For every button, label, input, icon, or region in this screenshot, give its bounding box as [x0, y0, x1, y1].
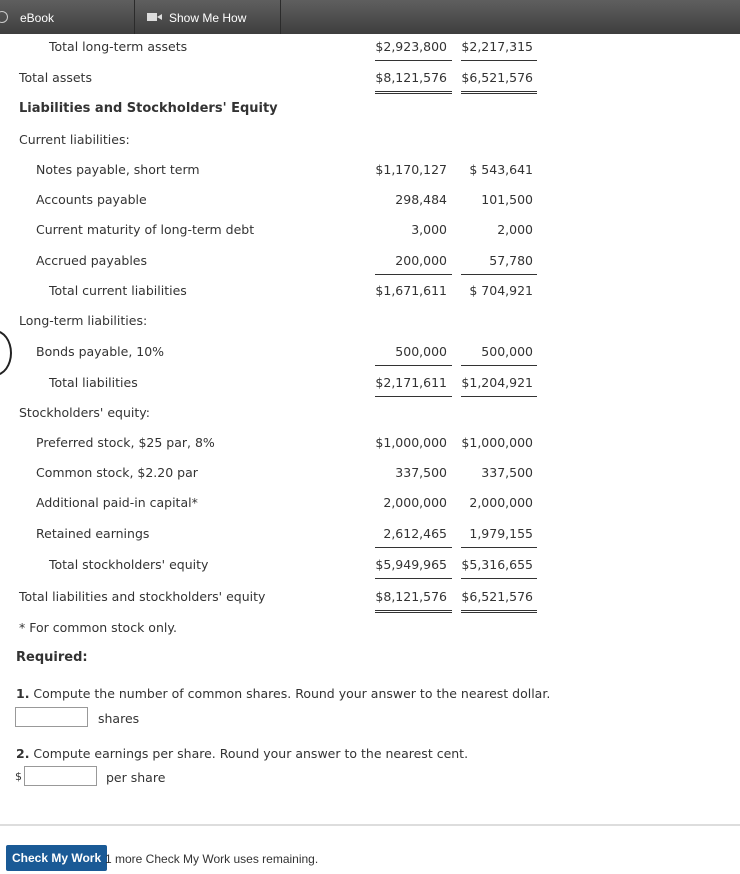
remaining-uses-text: 1 more Check My Work uses remaining.: [105, 852, 319, 866]
value-col-2: $ 543,641: [469, 162, 533, 177]
value-col-2: $6,521,576: [461, 70, 533, 85]
row-retained-earnings: [0, 526, 740, 546]
value-col-1: 337,500: [395, 465, 447, 480]
underline: [461, 547, 537, 548]
subheading-stockholders-equity: [0, 405, 740, 425]
section-title: Liabilities and Stockholders' Equity: [19, 101, 278, 116]
value-col-1: 200,000: [395, 253, 447, 268]
section-heading: [0, 101, 740, 121]
eps-input[interactable]: [24, 766, 97, 786]
value-col-2: $ 704,921: [469, 283, 533, 298]
underline: [461, 396, 537, 397]
value-col-1: $1,170,127: [375, 162, 447, 177]
row-common-stock: [0, 465, 740, 485]
underline: [461, 60, 537, 61]
underline: [461, 274, 537, 275]
common-shares-input[interactable]: [15, 707, 88, 727]
value-col-2: 337,500: [481, 465, 533, 480]
question-1-text: Compute the number of common shares. Round your answer to the nearest dollar.: [29, 686, 551, 701]
underline: [375, 578, 452, 579]
question-2-text: Compute earnings per share. Round your answer to the nearest cent.: [29, 746, 469, 761]
row-label: Total current liabilities: [49, 283, 187, 298]
subheading-long-term-liabilities: [0, 313, 740, 333]
value-col-2: 500,000: [481, 344, 533, 359]
row-total-liabilities-and-equity: [0, 589, 740, 609]
double-underline: [461, 610, 537, 613]
row-accounts-payable: [0, 192, 740, 212]
row-total-long-term-assets: [0, 39, 740, 59]
value-col-2: 57,780: [489, 253, 533, 268]
value-col-2: 1,979,155: [469, 526, 533, 541]
value-col-2: 2,000: [497, 222, 533, 237]
double-underline: [375, 91, 452, 94]
underline: [461, 578, 537, 579]
underline: [375, 274, 452, 275]
underline: [375, 60, 452, 61]
row-label: Total long-term assets: [49, 39, 188, 54]
question-1: [16, 686, 550, 701]
row-label: Current maturity of long-term debt: [36, 222, 255, 237]
value-col-1: $5,949,965: [375, 557, 447, 572]
row-label: Common stock, $2.20 par: [36, 465, 198, 480]
row-accrued-payables: [0, 253, 740, 273]
row-label: Preferred stock, $25 par, 8%: [36, 435, 215, 450]
value-col-1: $8,121,576: [375, 589, 447, 604]
row-label: Long-term liabilities:: [19, 313, 148, 328]
row-label: Notes payable, short term: [36, 162, 200, 177]
value-col-2: $1,204,921: [461, 375, 533, 390]
value-col-2: $1,000,000: [461, 435, 533, 450]
question-2-number: 2.: [16, 746, 30, 761]
row-label: Additional paid-in capital*: [36, 495, 198, 510]
show-me-how-label: Show Me How: [169, 11, 247, 25]
show-me-how-tab[interactable]: [135, 0, 281, 34]
check-my-work-button[interactable]: Check My Work: [6, 845, 107, 871]
ebook-icon: [0, 11, 8, 23]
value-col-1: 2,000,000: [383, 495, 447, 510]
value-col-2: 101,500: [481, 192, 533, 207]
row-label: Total liabilities and stockholders' equity: [19, 589, 266, 604]
row-current-maturity: [0, 222, 740, 242]
value-col-2: $2,217,315: [461, 39, 533, 54]
footnote: [0, 620, 740, 640]
double-underline: [375, 610, 452, 613]
row-label: Retained earnings: [36, 526, 150, 541]
value-col-1: 3,000: [411, 222, 447, 237]
top-toolbar: [0, 0, 740, 34]
underline: [461, 365, 537, 366]
value-col-1: 500,000: [395, 344, 447, 359]
underline: [375, 396, 452, 397]
video-icon: [147, 13, 157, 21]
row-total-stockholders-equity: [0, 557, 740, 577]
question-1-number: 1.: [16, 686, 30, 701]
required-heading: Required:: [16, 650, 88, 665]
value-col-1: 2,612,465: [383, 526, 447, 541]
shares-unit-label: shares: [98, 711, 140, 726]
row-label: Stockholders' equity:: [19, 405, 150, 420]
value-col-1: $1,000,000: [375, 435, 447, 450]
row-additional-paid-in-capital: [0, 495, 740, 515]
ebook-tab[interactable]: [0, 0, 135, 34]
underline: [375, 547, 452, 548]
subheading-current-liabilities: [0, 132, 740, 152]
row-label: Total liabilities: [49, 375, 138, 390]
row-label: Total stockholders' equity: [49, 557, 209, 572]
value-col-1: $2,171,611: [375, 375, 447, 390]
row-label: Accounts payable: [36, 192, 147, 207]
underline: [375, 365, 452, 366]
per-share-unit-label: per share: [106, 770, 166, 785]
footer-divider: [0, 824, 740, 826]
ebook-label: eBook: [20, 11, 55, 25]
row-label: Bonds payable, 10%: [36, 344, 165, 359]
row-total-assets: [0, 70, 740, 90]
question-2: [16, 746, 468, 761]
row-label: Total assets: [19, 70, 92, 85]
value-col-2: $5,316,655: [461, 557, 533, 572]
footnote-text: * For common stock only.: [19, 620, 177, 635]
row-label: Current liabilities:: [19, 132, 130, 147]
value-col-2: 2,000,000: [469, 495, 533, 510]
row-label: Accrued payables: [36, 253, 147, 268]
row-total-current-liabilities: [0, 283, 740, 303]
row-notes-payable: [0, 162, 740, 182]
row-preferred-stock: [0, 435, 740, 455]
dollar-prefix: $: [15, 770, 22, 783]
value-col-2: $6,521,576: [461, 589, 533, 604]
value-col-1: 298,484: [395, 192, 447, 207]
value-col-1: $2,923,800: [375, 39, 447, 54]
value-col-1: $1,671,611: [375, 283, 447, 298]
double-underline: [461, 91, 537, 94]
row-bonds-payable: [0, 344, 740, 364]
row-total-liabilities: [0, 375, 740, 395]
value-col-1: $8,121,576: [375, 70, 447, 85]
